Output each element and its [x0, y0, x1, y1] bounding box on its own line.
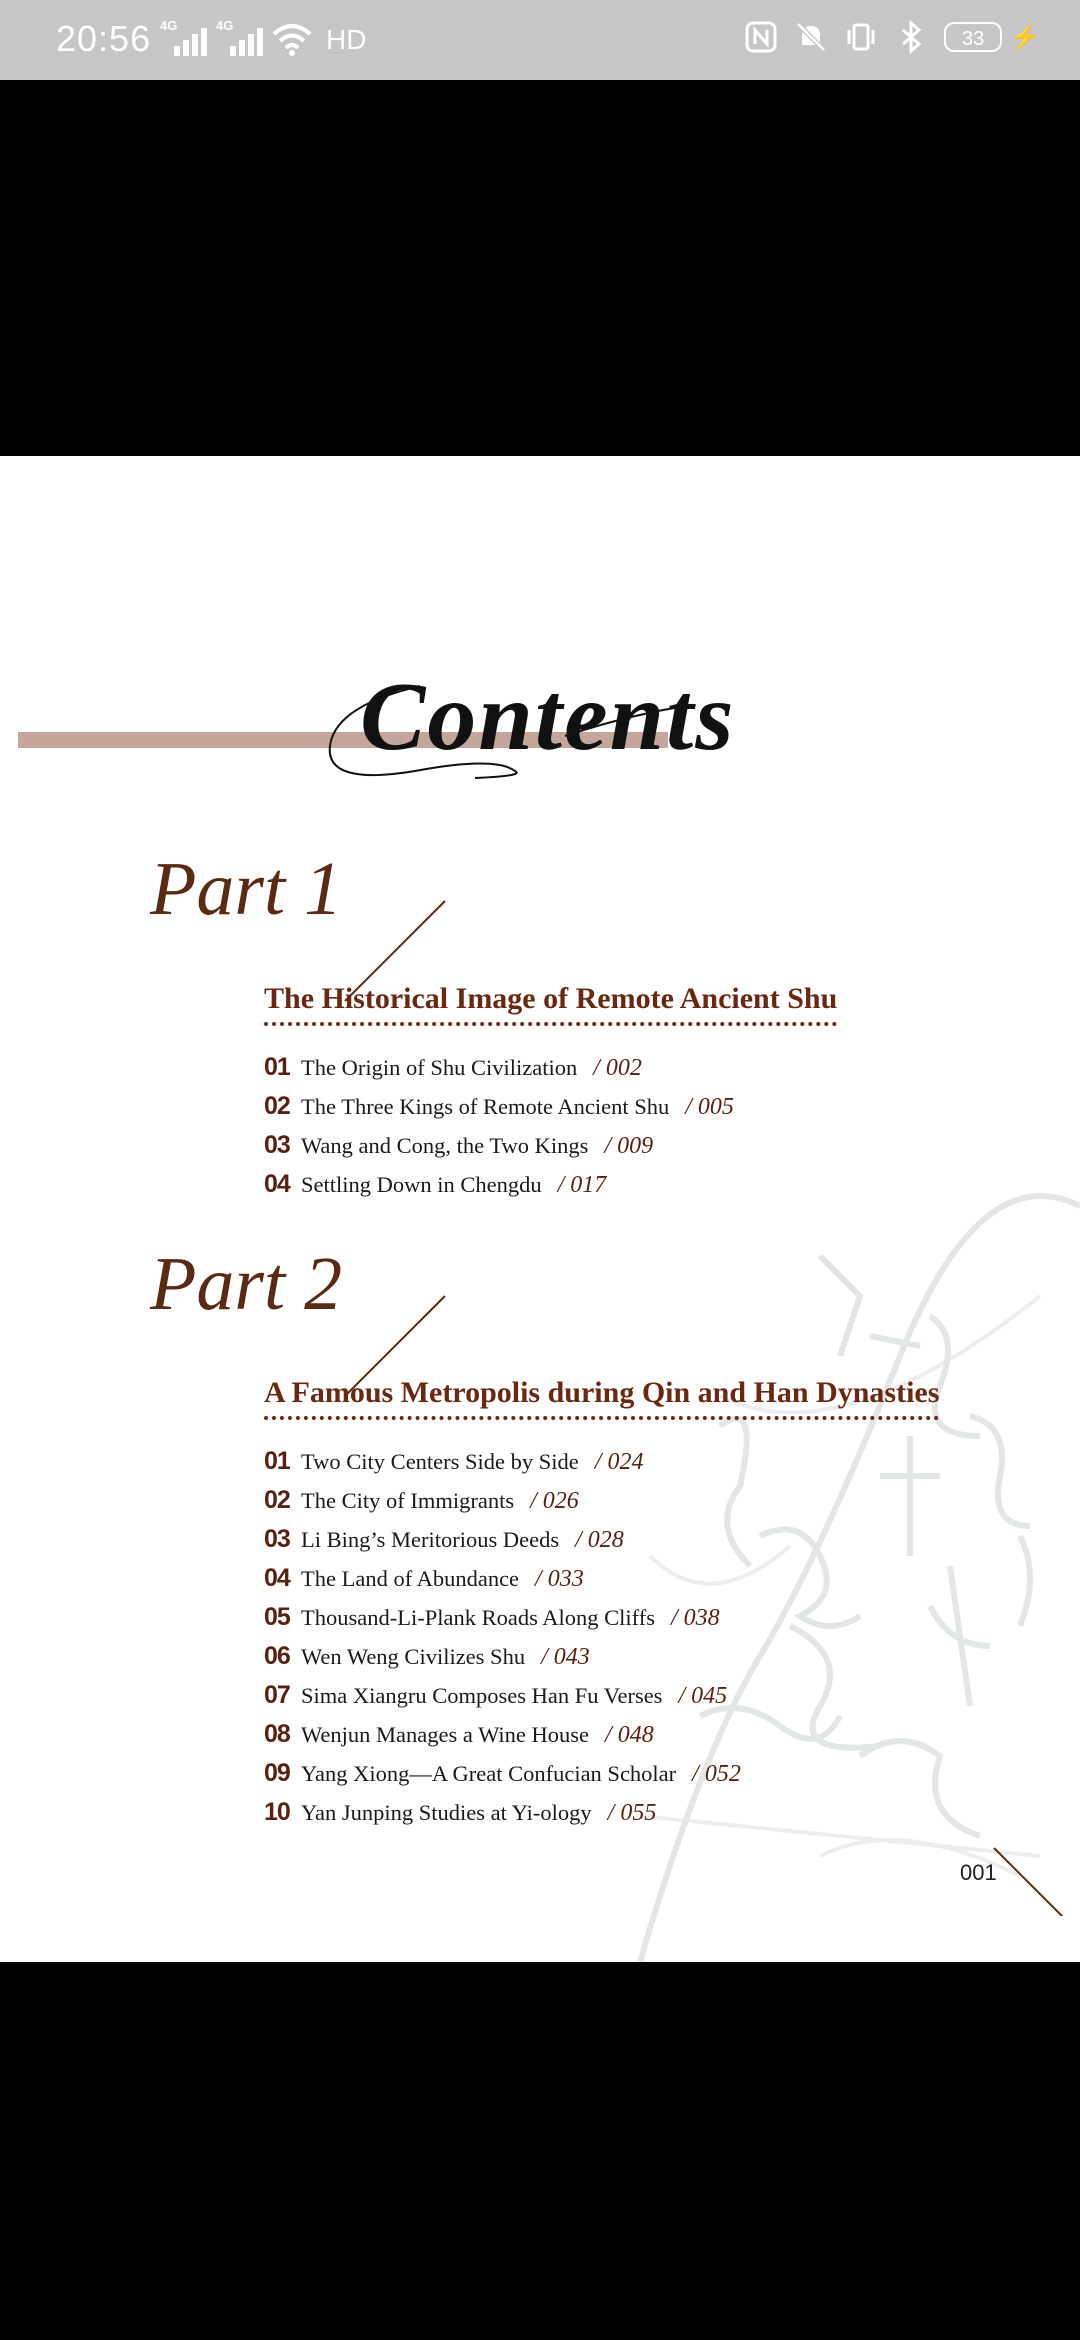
- toc-entry[interactable]: 09 Yang Xiong—A Great Confucian Scholar / 052: [264, 1759, 741, 1787]
- toc-entry[interactable]: 04 The Land of Abundance / 033: [264, 1564, 584, 1592]
- toc-entry[interactable]: 01 The Origin of Shu Civilization / 002: [264, 1053, 642, 1081]
- signal-icon: [160, 18, 206, 56]
- status-left-icons: [160, 18, 367, 56]
- contents-title: Contents: [360, 663, 736, 771]
- toc-entry[interactable]: 03 Li Bing’s Meritorious Deeds / 028: [264, 1525, 624, 1553]
- toc-entry[interactable]: 06 Wen Weng Civilizes Shu / 043: [264, 1642, 590, 1670]
- hd-label: HD: [326, 24, 367, 55]
- toc-entry[interactable]: 10 Yan Junping Studies at Yi-ology / 055: [264, 1798, 657, 1826]
- charging-icon: ⚡: [1010, 23, 1040, 51]
- toc-entry[interactable]: 08 Wenjun Manages a Wine House / 048: [264, 1720, 654, 1748]
- book-page[interactable]: [0, 456, 1080, 1962]
- page-number: 001: [960, 1860, 997, 1885]
- part-1-label: Part 1: [150, 847, 343, 931]
- part-1-toc: [264, 1053, 734, 1209]
- vibrate-icon: [844, 20, 878, 54]
- page-corner-line: [992, 1846, 1080, 1916]
- part-2-toc: [264, 1447, 741, 1837]
- toc-entry[interactable]: 07 Sima Xiangru Composes Han Fu Verses / 045: [264, 1681, 728, 1709]
- bluetooth-icon: [894, 20, 928, 54]
- status-time: 20:56: [56, 18, 152, 59]
- part-2-label: Part 2: [150, 1242, 343, 1326]
- toc-entry[interactable]: 02 The Three Kings of Remote Ancient Shu / 005: [264, 1092, 734, 1120]
- wifi-icon: [272, 22, 312, 56]
- battery-icon: 33: [944, 22, 1002, 52]
- toc-entry[interactable]: 05 Thousand-Li-Plank Roads Along Cliffs / 038: [264, 1603, 720, 1631]
- toc-entry[interactable]: 02 The City of Immigrants / 026: [264, 1486, 579, 1514]
- mute-icon: [794, 20, 828, 54]
- part-1-heading: The Historical Image of Remote Ancient Shu: [264, 982, 837, 1026]
- toc-entry[interactable]: 01 Two City Centers Side by Side / 024: [264, 1447, 644, 1475]
- status-right-icons: [744, 20, 1040, 54]
- part-2-heading: A Famous Metropolis during Qin and Han Dynasties: [264, 1376, 939, 1420]
- network-type-2: 4G: [216, 18, 234, 33]
- signal-icon: [216, 18, 262, 56]
- status-bar: [0, 0, 1080, 80]
- toc-entry[interactable]: 04 Settling Down in Chengdu / 017: [264, 1170, 607, 1198]
- nfc-icon: [744, 20, 778, 54]
- network-type-1: 4G: [160, 18, 178, 33]
- toc-entry[interactable]: 03 Wang and Cong, the Two Kings / 009: [264, 1131, 654, 1159]
